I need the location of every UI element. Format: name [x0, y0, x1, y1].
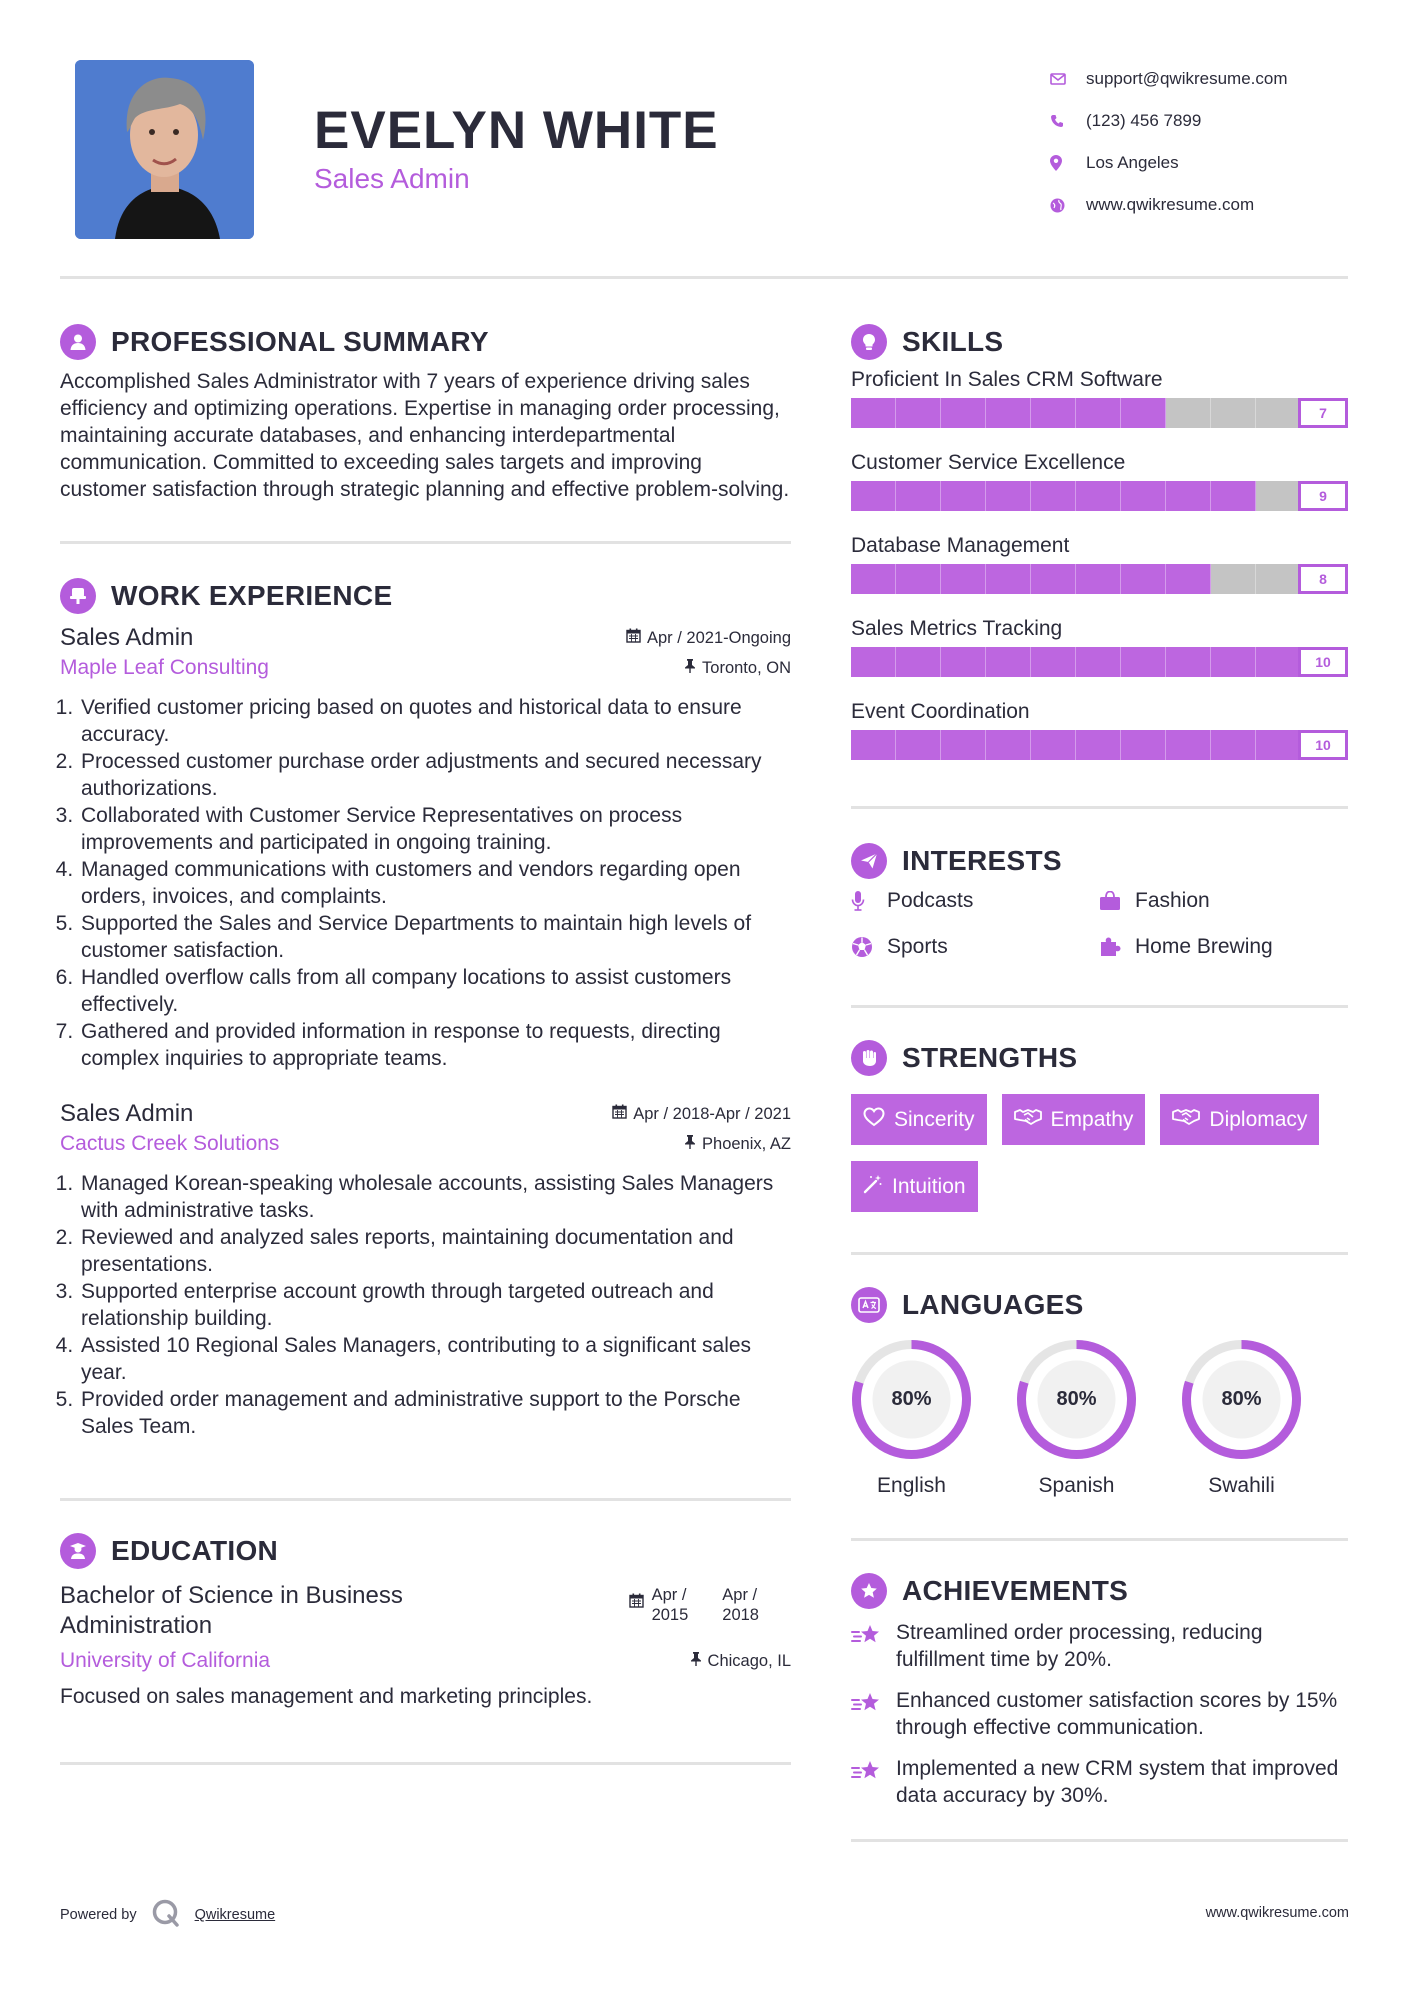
language-item	[1181, 1339, 1302, 1498]
footer-url[interactable]: www.qwikresume.com	[1205, 1905, 1349, 1921]
shooting-star-icon	[851, 1619, 896, 1653]
job-company: Maple Leaf Consulting	[60, 656, 269, 679]
education-end-date	[722, 1585, 759, 1641]
list-item: 6. Handled overflow calls from all company locations to assist customers effectively.	[79, 964, 791, 1018]
start-date-year: 2015	[651, 1606, 689, 1624]
candidate-role: Sales Admin	[314, 163, 470, 194]
skill-item	[851, 617, 1348, 677]
education-title: EDUCATION	[111, 1535, 279, 1566]
skill-item	[851, 534, 1348, 594]
skill-segment-filled	[1076, 481, 1121, 511]
education-header	[60, 1581, 791, 1641]
skill-segment-filled	[941, 398, 986, 428]
interests-list	[851, 885, 1348, 963]
powered-by-label: Powered by	[60, 1907, 137, 1923]
education-heading	[60, 1529, 791, 1573]
list-item: 1. Verified customer pricing based on quotes and historical data to ensure accuracy.	[79, 694, 791, 748]
job-title: Sales Admin	[60, 624, 194, 651]
language-percent: 80%	[1056, 1388, 1097, 1410]
skill-segment-filled	[851, 564, 896, 594]
strengths-divider	[851, 1252, 1348, 1255]
skill-segment-filled	[896, 398, 941, 428]
skill-segment-filled	[851, 481, 896, 511]
strength-label: Empathy	[1050, 1107, 1134, 1131]
handshake-icon	[1172, 1108, 1200, 1132]
phone-icon	[1050, 114, 1086, 128]
interests-section	[851, 839, 1348, 963]
skill-segment-empty	[1256, 564, 1301, 594]
list-item: 3. Collaborated with Customer Service Representatives on process improvements and participated in ongoing training.	[79, 802, 791, 856]
strength-tag	[1002, 1094, 1146, 1145]
skill-segment-filled	[1076, 730, 1121, 760]
contact-location-text: Los Angeles	[1086, 153, 1179, 172]
end-date-year: 2018	[722, 1606, 759, 1624]
experience-heading	[60, 574, 791, 618]
language-progress-ring	[851, 1339, 972, 1460]
job-entry	[60, 624, 791, 1072]
soccer-ball-icon	[851, 936, 887, 958]
education-description: Focused on sales management and marketing principles.	[60, 1685, 593, 1708]
skill-segment-filled	[1166, 730, 1211, 760]
skill-level-badge: 7	[1298, 398, 1348, 428]
achievement-text: Implemented a new CRM system that improved data accuracy by 30%.	[896, 1757, 1339, 1807]
interest-label: Sports	[887, 935, 948, 958]
job-header	[60, 1100, 791, 1128]
job-title: Sales Admin	[60, 1100, 194, 1127]
skill-name: Event Coordination	[851, 700, 1030, 723]
skills-section	[851, 320, 1348, 760]
skill-segment-filled	[851, 398, 896, 428]
education-section	[60, 1529, 791, 1710]
translate-icon	[851, 1287, 887, 1323]
skill-item	[851, 368, 1348, 428]
skill-name: Sales Metrics Tracking	[851, 617, 1063, 640]
skill-segment-filled	[1031, 564, 1076, 594]
handshake-icon	[1014, 1108, 1042, 1132]
strength-label: Sincerity	[894, 1107, 975, 1131]
skill-segment-filled	[1031, 730, 1076, 760]
skill-segment-filled	[851, 730, 896, 760]
achievements-title: ACHIEVEMENTS	[902, 1575, 1129, 1606]
education-dates	[629, 1585, 759, 1641]
skills-heading	[851, 320, 1348, 364]
pushpin-icon	[690, 1652, 702, 1671]
interest-label: Fashion	[1135, 889, 1210, 912]
microphone-icon	[851, 891, 887, 911]
skills-divider	[851, 806, 1348, 809]
skill-segment-filled	[1211, 730, 1256, 760]
skill-segment-filled	[986, 647, 1031, 677]
interest-item	[851, 931, 1099, 963]
job-location	[684, 1135, 791, 1154]
summary-text: Accomplished Sales Administrator with 7 years of experience driving sales efficiency and optimizing operations. Expertise in managing order processing, maintaining accurate databases, and enhancing interdepartmental communication. Committed to exceeding sales targets and improving customer satisfaction through strategic planning and effective problem-solving.	[60, 370, 790, 501]
list-item: 5. Provided order management and administrative support to the Porsche Sales Team.	[79, 1386, 791, 1440]
skill-segment-empty	[1256, 398, 1301, 428]
interests-title: INTERESTS	[902, 845, 1062, 876]
magic-wand-icon	[863, 1174, 883, 1200]
language-percent: 80%	[891, 1388, 932, 1410]
left-column	[60, 320, 791, 1765]
job-date	[612, 1104, 791, 1124]
experience-section	[60, 574, 791, 1440]
job-subheader	[60, 1132, 791, 1156]
school-name: University of California	[60, 1649, 271, 1672]
calendar-icon	[629, 1585, 644, 1641]
interest-item	[851, 885, 1099, 917]
skill-segment-empty	[1256, 481, 1301, 511]
graduation-cap-icon	[60, 1533, 96, 1569]
job-subheader	[60, 656, 791, 680]
list-item: 4. Assisted 10 Regional Sales Managers, contributing to a significant sales year.	[79, 1332, 791, 1386]
job-header	[60, 624, 791, 652]
skill-segment-empty	[1211, 564, 1256, 594]
job-responsibilities	[79, 1170, 791, 1440]
language-progress-ring	[1181, 1339, 1302, 1460]
job-date-text: Apr / 2021-Ongoing	[646, 628, 791, 647]
strength-tag	[851, 1161, 978, 1212]
envelope-icon	[1050, 73, 1086, 85]
skill-segment-filled	[941, 647, 986, 677]
contact-block	[1050, 58, 1370, 226]
calendar-icon	[626, 628, 641, 648]
skill-segment-filled	[1031, 647, 1076, 677]
contact-website[interactable]	[1050, 184, 1370, 226]
skill-segment-filled	[986, 730, 1031, 760]
achievements-heading	[851, 1569, 1348, 1613]
qwikresume-logo-icon	[151, 1898, 181, 1932]
skill-segment-filled	[896, 647, 941, 677]
candidate-name: EVELYN WHITE	[314, 101, 719, 160]
achievements-list	[851, 1619, 1348, 1809]
summary-title: PROFESSIONAL SUMMARY	[111, 326, 489, 357]
summary-heading	[60, 320, 791, 364]
skill-segment-filled	[1121, 730, 1166, 760]
language-name: Spanish	[1038, 1474, 1115, 1497]
skill-segment-filled	[1076, 398, 1121, 428]
languages-section	[851, 1283, 1348, 1498]
job-entry	[60, 1100, 791, 1440]
language-percent: 80%	[1221, 1388, 1262, 1410]
job-date	[626, 628, 791, 648]
skill-segment-filled	[1121, 481, 1166, 511]
interests-heading	[851, 839, 1348, 883]
skills-title: SKILLS	[902, 326, 1004, 357]
skill-segment-filled	[1031, 398, 1076, 428]
calendar-icon	[612, 1104, 627, 1124]
skill-item	[851, 451, 1348, 511]
languages-title: LANGUAGES	[902, 1289, 1084, 1320]
skill-segment-filled	[1076, 564, 1121, 594]
job-location-text: Toronto, ON	[702, 658, 791, 677]
education-divider	[60, 1762, 791, 1765]
strength-label: Diplomacy	[1209, 1107, 1308, 1131]
strength-label: Intuition	[892, 1174, 966, 1198]
skill-segment-filled	[941, 481, 986, 511]
skill-segment-filled	[1211, 481, 1256, 511]
job-company: Cactus Creek Solutions	[60, 1132, 280, 1155]
language-name: English	[877, 1474, 946, 1497]
language-progress-ring	[1016, 1339, 1137, 1460]
skill-name: Database Management	[851, 534, 1070, 557]
contact-phone[interactable]	[1050, 100, 1370, 142]
contact-phone-text: (123) 456 7899	[1086, 111, 1202, 130]
skill-segment-filled	[941, 730, 986, 760]
profile-photo	[75, 60, 254, 239]
skill-level-badge: 8	[1298, 564, 1348, 594]
education-start-date	[652, 1585, 689, 1641]
interest-label: Podcasts	[887, 889, 974, 912]
languages-heading	[851, 1283, 1348, 1327]
skill-bar	[851, 647, 1348, 677]
qwikresume-link[interactable]: Qwikresume	[194, 1907, 276, 1923]
languages-divider	[851, 1538, 1348, 1541]
location-pin-icon	[1050, 155, 1086, 171]
degree-title: Bachelor of Science in Business Administration	[60, 1582, 403, 1639]
achievement-text: Enhanced customer satisfaction scores by 15% through effective communication.	[896, 1689, 1338, 1739]
contact-website-text: www.qwikresume.com	[1086, 195, 1255, 214]
job-location-text: Phoenix, AZ	[702, 1134, 791, 1153]
skill-name: Customer Service Excellence	[851, 451, 1126, 474]
skill-segment-filled	[851, 647, 896, 677]
shopping-bag-icon	[1099, 891, 1135, 911]
experience-title: WORK EXPERIENCE	[111, 580, 393, 611]
briefcase-icon	[60, 578, 96, 614]
end-date-month: Apr /	[722, 1586, 758, 1604]
contact-email[interactable]	[1050, 58, 1370, 100]
skill-segment-filled	[986, 564, 1031, 594]
skill-segment-filled	[896, 730, 941, 760]
skill-level-badge: 9	[1298, 481, 1348, 511]
skill-segment-filled	[1166, 481, 1211, 511]
strength-tag	[851, 1094, 987, 1145]
strengths-section	[851, 1036, 1348, 1212]
list-item: 2. Reviewed and analyzed sales reports, maintaining documentation and presentations.	[79, 1224, 791, 1278]
start-date-month: Apr /	[651, 1586, 687, 1604]
summary-section	[60, 320, 791, 503]
skill-segment-empty	[1211, 398, 1256, 428]
puzzle-piece-icon	[1099, 937, 1135, 957]
pushpin-icon	[684, 1135, 696, 1154]
paper-plane-icon	[851, 843, 887, 879]
skill-segment-filled	[941, 564, 986, 594]
skill-bar	[851, 730, 1348, 760]
raised-fist-icon	[851, 1040, 887, 1076]
skill-level-badge: 10	[1298, 647, 1348, 677]
skill-segment-filled	[896, 564, 941, 594]
language-item	[1016, 1339, 1137, 1498]
experience-divider	[60, 1498, 791, 1501]
skill-segment-filled	[1256, 647, 1301, 677]
skill-segment-filled	[1121, 398, 1166, 428]
skill-item	[851, 700, 1348, 760]
achievements-section	[851, 1569, 1348, 1809]
list-item: 2. Processed customer purchase order adjustments and secured necessary authorizations.	[79, 748, 791, 802]
lightbulb-icon	[851, 324, 887, 360]
strengths-heading	[851, 1036, 1348, 1080]
skill-segment-filled	[1031, 481, 1076, 511]
shooting-star-icon	[851, 1687, 896, 1721]
skill-segment-filled	[1121, 564, 1166, 594]
school-location-text: Chicago, IL	[707, 1651, 791, 1670]
skill-name: Proficient In Sales CRM Software	[851, 368, 1163, 391]
skill-segment-filled	[1121, 647, 1166, 677]
skill-segment-filled	[1166, 564, 1211, 594]
heart-icon	[863, 1107, 885, 1133]
interest-label: Home Brewing	[1135, 935, 1273, 958]
skills-list	[851, 368, 1348, 760]
language-item	[851, 1339, 972, 1498]
list-item: 1. Managed Korean-speaking wholesale accounts, assisting Sales Managers with administrative tasks.	[79, 1170, 791, 1224]
skill-segment-filled	[1211, 647, 1256, 677]
user-icon	[60, 324, 96, 360]
skill-segment-filled	[986, 398, 1031, 428]
skill-level-badge: 10	[1298, 730, 1348, 760]
strengths-list	[851, 1094, 1348, 1212]
job-location	[684, 659, 791, 678]
globe-icon	[1050, 198, 1086, 213]
achievement-item	[851, 1755, 1348, 1809]
skill-bar	[851, 564, 1348, 594]
interests-divider	[851, 1005, 1348, 1008]
job-responsibilities	[79, 694, 791, 1072]
contact-location	[1050, 142, 1370, 184]
header-divider	[60, 276, 1348, 279]
achievement-item	[851, 1619, 1348, 1673]
education-subheader	[60, 1649, 791, 1673]
list-item: 4. Managed communications with customers and vendors regarding open orders, invoices, and complaints.	[79, 856, 791, 910]
footer-powered-by	[60, 1898, 275, 1932]
skill-bar	[851, 398, 1348, 428]
skill-segment-filled	[1166, 647, 1211, 677]
contact-email-text: support@qwikresume.com	[1086, 69, 1288, 88]
skill-segment-filled	[896, 481, 941, 511]
skill-segment-empty	[1166, 398, 1211, 428]
achievements-divider	[851, 1839, 1348, 1842]
star-badge-icon	[851, 1573, 887, 1609]
list-item: 7. Gathered and provided information in response to requests, directing complex inquiries to appropriate teams.	[79, 1018, 791, 1072]
languages-list	[851, 1339, 1348, 1498]
right-column	[851, 320, 1348, 1842]
school-location	[690, 1652, 791, 1671]
shooting-star-icon	[851, 1755, 896, 1789]
summary-divider	[60, 541, 791, 544]
job-date-text: Apr / 2018-Apr / 2021	[633, 1104, 791, 1123]
list-item: 5. Supported the Sales and Service Departments to maintain high levels of customer satisfaction.	[79, 910, 791, 964]
skill-segment-filled	[1256, 730, 1301, 760]
list-item: 3. Supported enterprise account growth through targeted outreach and relationship building.	[79, 1278, 791, 1332]
interest-item	[1099, 885, 1347, 917]
achievement-text: Streamlined order processing, reducing fulfillment time by 20%.	[896, 1621, 1263, 1671]
skill-segment-filled	[986, 481, 1031, 511]
strength-tag	[1160, 1094, 1319, 1145]
skill-bar	[851, 481, 1348, 511]
strengths-title: STRENGTHS	[902, 1042, 1078, 1073]
skill-segment-filled	[1076, 647, 1121, 677]
language-name: Swahili	[1208, 1474, 1275, 1497]
achievement-item	[851, 1687, 1348, 1741]
pushpin-icon	[684, 659, 696, 678]
interest-item	[1099, 931, 1347, 963]
